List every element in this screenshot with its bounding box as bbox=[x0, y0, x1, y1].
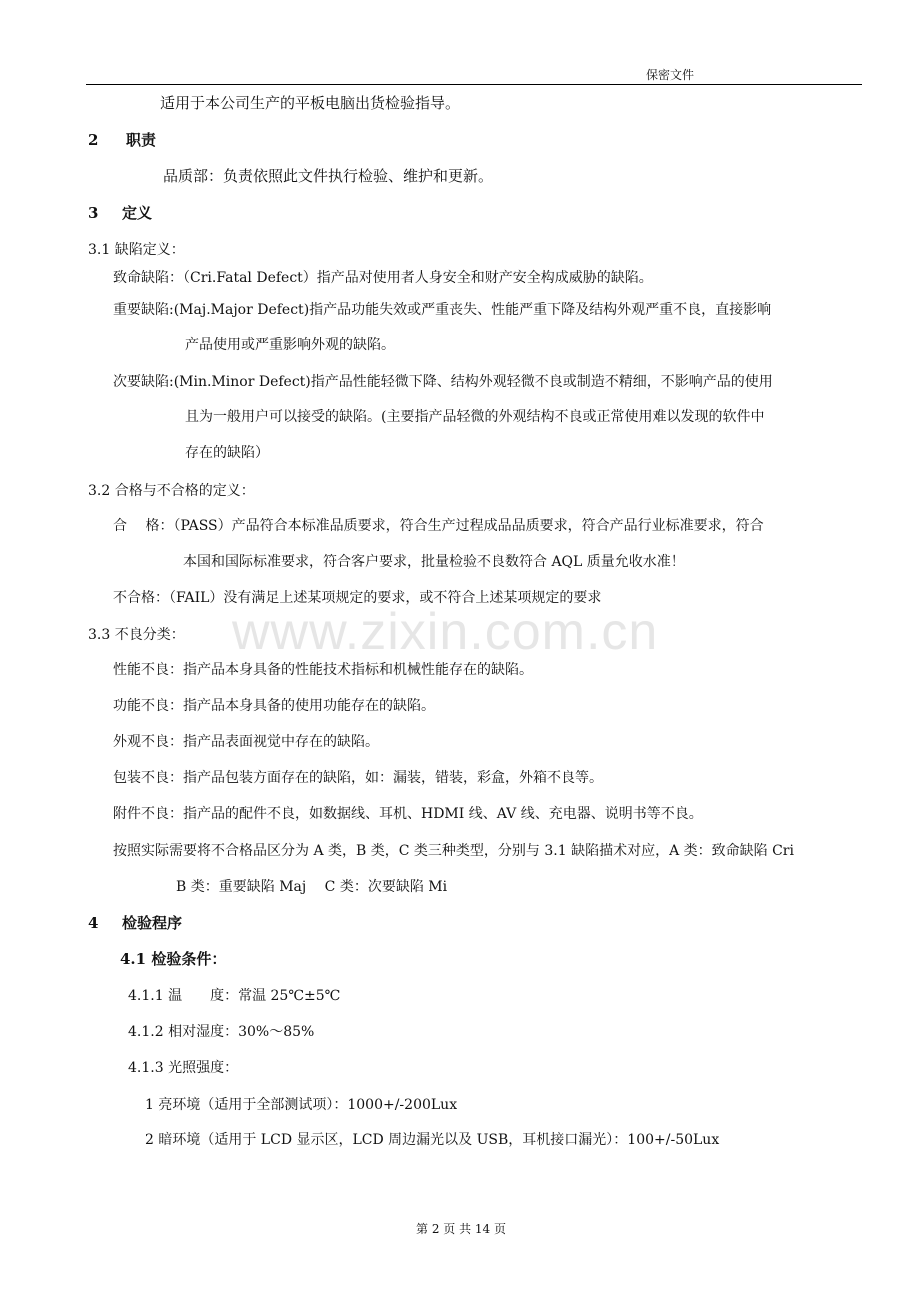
confidential-label: 保密文件 bbox=[646, 68, 695, 82]
subsection-3-2-title: 3.2 合格与不合格的定义： bbox=[88, 483, 255, 499]
section-4-number: 4 bbox=[88, 914, 99, 932]
scope-paragraph: 适用于本公司生产的平板电脑出货检验指导。 bbox=[160, 94, 461, 112]
pass-definition-line1: 合 格：（PASS）产品符合本标准品质要求，符合生产过程成品品质要求，符合产品行业标准要求，符合 bbox=[113, 518, 764, 534]
pass-definition-line2: 本国和国际标准要求，符合客户要求，批量检验不良数符合 AQL 质量允收水准！ bbox=[183, 554, 685, 570]
performance-defect: 性能不良：指产品本身具备的性能技术指标和机械性能存在的缺陷。 bbox=[113, 662, 533, 678]
appearance-defect: 外观不良：指产品表面视觉中存在的缺陷。 bbox=[113, 734, 379, 750]
subsection-3-3-title: 3.3 不良分类： bbox=[88, 627, 185, 643]
fatal-defect-definition: 致命缺陷：（Cri.Fatal Defect）指产品对使用者人身安全和财产安全构成威胁的缺陷。 bbox=[113, 270, 653, 286]
page-number-footer: 第 2 页 共 14 页 bbox=[416, 1222, 506, 1236]
minor-defect-definition-line2: 且为一般用户可以接受的缺陷。(主要指产品轻微的外观结构不良或正常使用难以发现的软件中 bbox=[185, 409, 765, 425]
major-defect-definition-line1: 重要缺陷:(Maj.Major Defect)指产品功能失效或严重丧失、性能严重下降及结构外观严重不良，直接影响 bbox=[113, 302, 772, 318]
accessory-defect: 附件不良：指产品的配件不良，如数据线、耳机、HDMI 线、AV 线、充电器、说明书等不良。 bbox=[113, 806, 703, 822]
major-defect-definition-line2: 产品使用或严重影响外观的缺陷。 bbox=[185, 337, 395, 353]
humidity-condition: 4.1.2 相对湿度：30%～85% bbox=[128, 1024, 315, 1040]
section-4-title: 检验程序 bbox=[122, 914, 183, 932]
dark-environment: 2 暗环境（适用于 LCD 显示区，LCD 周边漏光以及 USB，耳机接口漏光）：100+/-50Lux bbox=[145, 1132, 720, 1148]
section-3-number: 3 bbox=[88, 204, 99, 222]
watermark: www.zixin.com.cn bbox=[232, 603, 659, 661]
section-2-number: 2 bbox=[88, 131, 99, 149]
section-2-text: 品质部：负责依照此文件执行检验、维护和更新。 bbox=[163, 167, 494, 185]
subsection-3-1-title: 3.1 缺陷定义： bbox=[88, 242, 185, 258]
light-condition-title: 4.1.3 光照强度： bbox=[128, 1060, 239, 1076]
fail-definition: 不合格：（FAIL）没有满足上述某项规定的要求，或不符合上述某项规定的要求 bbox=[113, 590, 602, 606]
section-3-title: 定义 bbox=[122, 204, 153, 222]
minor-defect-definition-line1: 次要缺陷:(Min.Minor Defect)指产品性能轻微下降、结构外观轻微不良或制造不精细，不影响产品的使用 bbox=[113, 374, 773, 390]
classification-line1: 按照实际需要将不合格品区分为 A 类，B 类，C 类三种类型，分别与 3.1 缺陷描术对应，A 类：致命缺陷 Cri bbox=[113, 843, 794, 859]
subsection-4-1-title: 4.1 检验条件： bbox=[120, 950, 227, 968]
bright-environment: 1 亮环境（适用于全部测试项）：1000+/-200Lux bbox=[145, 1097, 458, 1113]
temperature-condition: 4.1.1 温 度：常温 25℃±5℃ bbox=[128, 988, 341, 1004]
header-rule bbox=[86, 84, 862, 85]
minor-defect-definition-line3: 存在的缺陷） bbox=[185, 445, 269, 461]
classification-line2: B 类：重要缺陷 Maj C 类：次要缺陷 Mi bbox=[176, 879, 448, 895]
function-defect: 功能不良：指产品本身具备的使用功能存在的缺陷。 bbox=[113, 698, 435, 714]
packaging-defect: 包装不良：指产品包装方面存在的缺陷，如：漏装，错装，彩盒，外箱不良等。 bbox=[113, 770, 603, 786]
section-2-title: 职责 bbox=[126, 131, 157, 149]
